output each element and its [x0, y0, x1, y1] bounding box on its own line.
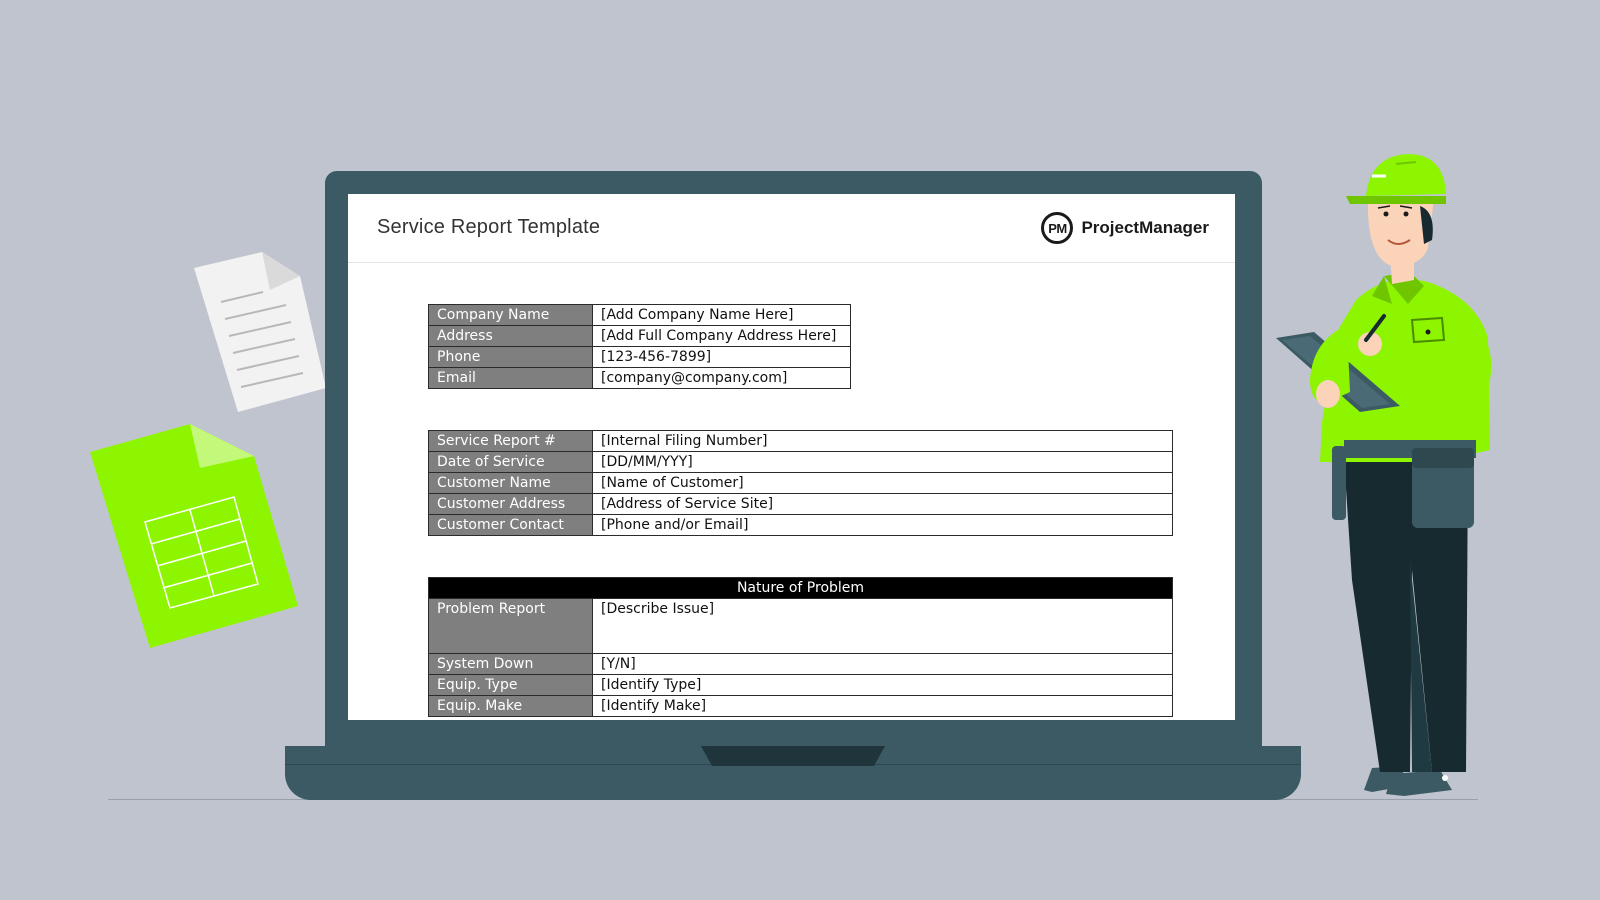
table-row — [429, 305, 851, 326]
field-value[interactable]: [Address of Service Site] — [593, 494, 1173, 515]
field-value[interactable]: [Add Company Name Here] — [593, 305, 851, 326]
table-row — [429, 675, 1173, 696]
table-row — [429, 368, 851, 389]
field-value[interactable]: [Identify Make] — [593, 696, 1173, 717]
problem-table-header: Nature of Problem — [429, 578, 1173, 599]
field-value[interactable]: [company@company.com] — [593, 368, 851, 389]
table-row — [429, 347, 851, 368]
table-row — [429, 578, 1173, 599]
field-label: Company Name — [429, 305, 593, 326]
field-value[interactable]: [Y/N] — [593, 654, 1173, 675]
table-row — [429, 431, 1173, 452]
field-label: Customer Contact — [429, 515, 593, 536]
table-row — [429, 473, 1173, 494]
floating-documents — [0, 0, 340, 660]
table-row — [429, 494, 1173, 515]
field-value[interactable]: [Identify Type] — [593, 675, 1173, 696]
brand-name: ProjectManager — [1081, 218, 1209, 237]
field-value[interactable]: [123-456-7899] — [593, 347, 851, 368]
field-value[interactable]: [Phone and/or Email] — [593, 515, 1173, 536]
field-label: Date of Service — [429, 452, 593, 473]
laptop-notch — [701, 746, 885, 766]
field-label: Address — [429, 326, 593, 347]
field-label: Phone — [429, 347, 593, 368]
field-label: Email — [429, 368, 593, 389]
brand — [1041, 210, 1209, 246]
field-value[interactable]: [DD/MM/YYY] — [593, 452, 1173, 473]
field-label: Problem Report — [429, 599, 593, 654]
company-info-table — [428, 304, 851, 389]
table-row — [429, 696, 1173, 717]
laptop-screen — [348, 194, 1235, 720]
text-document-icon — [194, 252, 326, 412]
pm-logo-icon: PM — [1041, 212, 1073, 244]
field-value[interactable]: [Internal Filing Number] — [593, 431, 1173, 452]
spreadsheet-document-icon — [90, 424, 298, 648]
field-value[interactable]: [Name of Customer] — [593, 473, 1173, 494]
field-value[interactable]: [Add Full Company Address Here] — [593, 326, 851, 347]
field-label: System Down — [429, 654, 593, 675]
document-header — [348, 194, 1235, 263]
field-label: Service Report # — [429, 431, 593, 452]
field-label: Equip. Make — [429, 696, 593, 717]
field-label: Customer Address — [429, 494, 593, 515]
document-title: Service Report Template — [377, 216, 601, 238]
table-row — [429, 452, 1173, 473]
table-row — [429, 599, 1173, 654]
field-label: Equip. Type — [429, 675, 593, 696]
field-value[interactable]: [Describe Issue] — [593, 599, 1173, 654]
field-label: Customer Name — [429, 473, 593, 494]
table-row — [429, 654, 1173, 675]
problem-table — [428, 577, 1173, 717]
table-row — [429, 326, 851, 347]
table-row — [429, 515, 1173, 536]
service-info-table — [428, 430, 1173, 536]
laptop-base — [285, 746, 1301, 800]
